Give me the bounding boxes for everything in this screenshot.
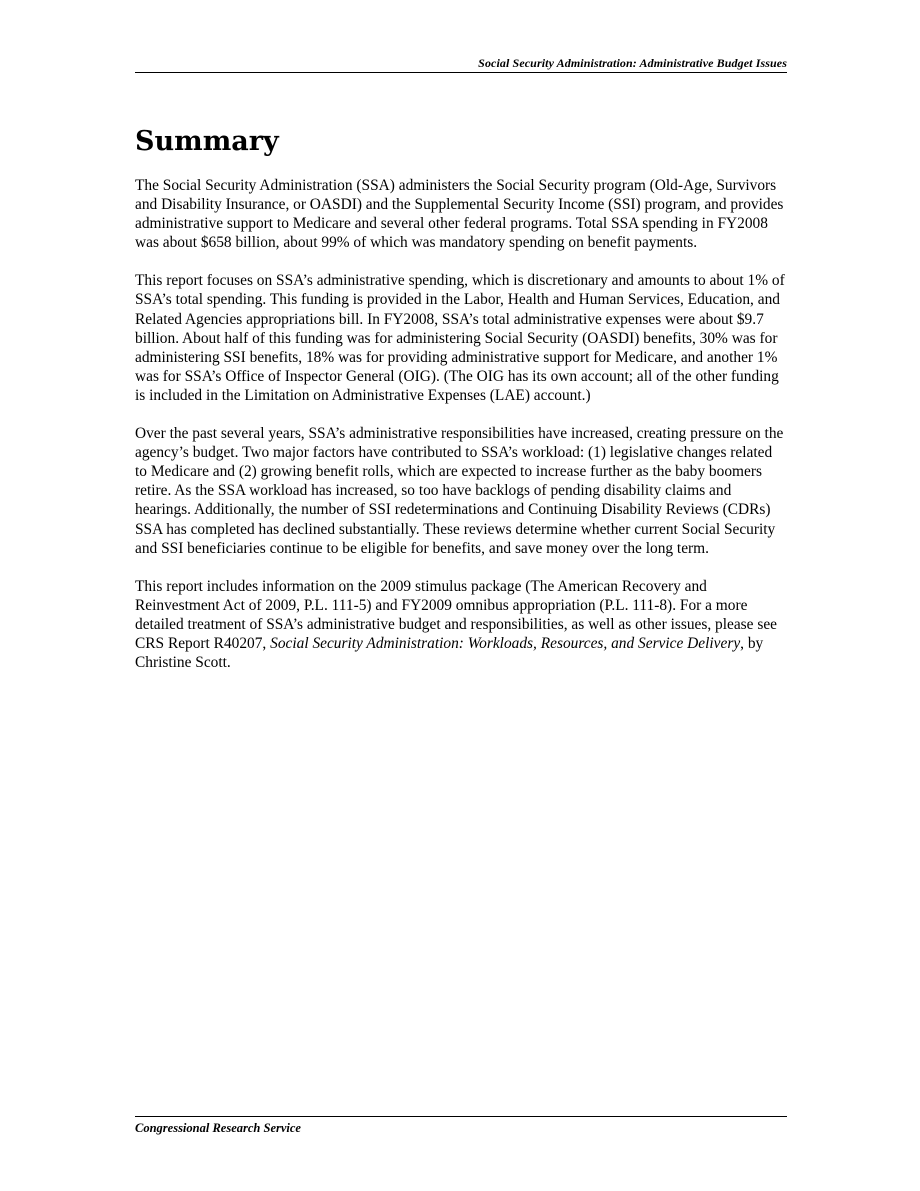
paragraph-4-author: , by Christine Scott. <box>135 634 764 672</box>
summary-paragraph-1: The Social Security Administration (SSA) administers the Social Security program (Old-Age, Survivors and Disability Insurance, or OASDI) and the Supplemental Security Income (SSI) program, and provides administrative support to Medicare and several other federal programs. Total SSA spending in FY2008 was about $658 billion, about 99% of which was mandatory spending on benefit payments. <box>135 177 784 252</box>
summary-paragraph-4 <box>135 577 787 672</box>
summary-paragraph-2: This report focuses on SSA’s administrative spending, which is discretionary and amounts to about 1% of SSA’s total spending. This funding is provided in the Labor, Health and Human Services, Education, and Related Agencies appropriations bill. In FY2008, SSA’s total administrative expenses were about $9.7 billion. About half of this funding was for administering Social Security (OASDI) benefits, 30% was for administering SSI benefits, 18% was for providing administrative support for Medicare, and another 1% was for SSA’s Office of Inspector General (OIG). (The OIG has its own account; all of the other funding is included in the Limitation on Administrative Expenses (LAE) account.) <box>135 272 785 404</box>
footer-rule <box>135 1116 787 1117</box>
paragraph-4-intro: This report includes information on the 2009 stimulus package (The American Recovery and Reinvestment Act of 2009, P.L. 111-5) and FY2009 omnibus appropriation (P.L. 111-8). For a more detailed treatment of SSA’s administrative budget and responsibilities, as well as other issues, please see CRS Report R40207, <box>135 577 777 652</box>
running-footer: Congressional Research Service <box>135 1121 301 1135</box>
header-rule <box>135 72 787 73</box>
page-title: Summary <box>135 126 279 157</box>
summary-body <box>135 176 787 691</box>
running-header: Social Security Administration: Administrative Budget Issues <box>478 56 787 70</box>
summary-paragraph-3: Over the past several years, SSA’s administrative responsibilities have increased, creating pressure on the agency’s budget. Two major factors have contributed to SSA’s workload: (1) legislative changes related to Medicare and (2) growing benefit rolls, which are expected to increase further as the baby boomers retire. As the SSA workload has increased, so too have backlogs of pending disability claims and hearings. Additionally, the number of SSI redeterminations and Continuing Disability Reviews (CDRs) SSA has completed has declined substantially. These reviews determine whether current Social Security and SSI beneficiaries continue to be eligible for benefits, and save money over the long term. <box>135 425 784 557</box>
crs-report-citation: Social Security Administration: Workloads, Resources, and Service Delivery <box>270 634 741 652</box>
